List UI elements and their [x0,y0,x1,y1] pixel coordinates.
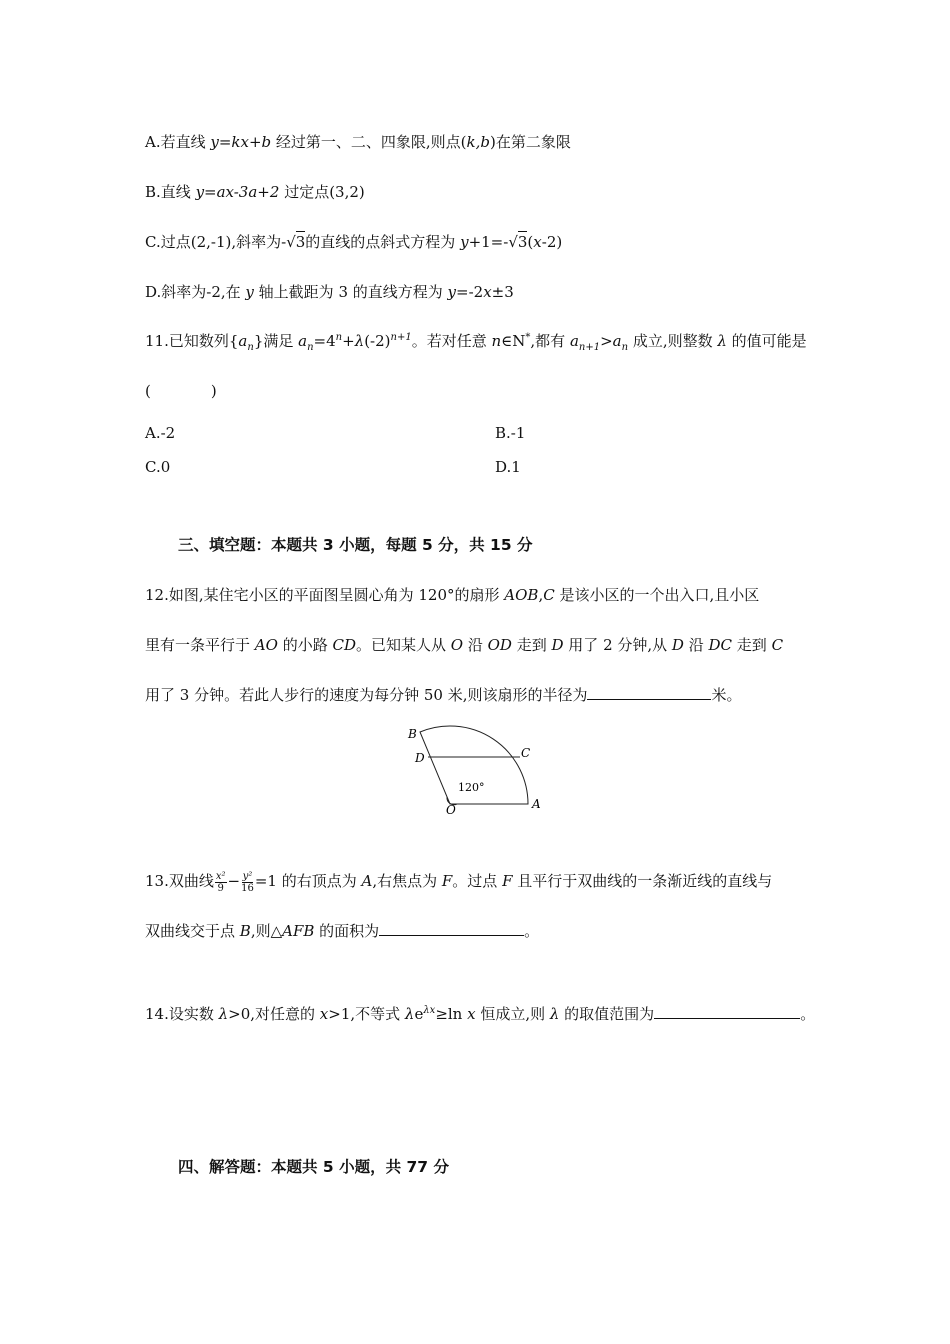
text: ,都有 [530,332,570,350]
text: 。已知某人从 [355,636,451,654]
q14-stem [145,1004,815,1024]
math: O [450,636,464,654]
sector-figure [395,722,555,817]
radicand: 3 [295,233,306,251]
math: 16 [241,882,254,894]
text: 的小路 [277,636,333,654]
text: =4 [313,332,336,350]
math: λ [404,1005,415,1023]
math: n [247,342,254,353]
text: ( [527,233,534,251]
text: 走到 [511,636,552,654]
text: 的直线的点斜式方程为 [305,233,461,251]
math: AO [254,636,278,654]
q11-choice-b: B.-1 [495,424,526,442]
math: y [245,283,254,301]
math: y=ax-3a+2 [195,183,280,201]
text: e [414,1005,424,1023]
text: 。过点 [452,872,503,890]
math: OD [487,636,512,654]
text: 成立,则整数 [628,332,718,350]
math: F [502,872,513,890]
text: 12.如图,某住宅小区的平面图呈圆心角为 120°的扇形 [145,586,505,604]
label-b: B [408,727,417,741]
q11-stem [145,331,807,351]
q10-option-d [145,282,514,302]
text: 的值可能是 [726,332,807,350]
text: 沿 [683,636,709,654]
q11-answer-paren: ( ) [145,382,217,400]
q13-line-2 [145,921,539,941]
math: n [307,342,314,353]
math: A [361,872,373,890]
math: a [612,332,622,350]
text: 14.设实数 [145,1005,219,1023]
math: 9 [217,882,224,894]
text: 走到 [732,636,772,654]
section-3-heading: 三、填空题：本题共 3 小题，每题 5 分，共 15 分 [178,536,533,554]
q10-option-c: C.过点(2,-1),斜率为-√3的直线的点斜式方程为 y+1=-√3(x-2) [145,233,563,251]
math: y=kx+b [210,133,272,151]
math: y² [242,870,253,882]
label-d: D [415,751,425,765]
text: 。 [800,1005,816,1023]
math: x [533,233,542,251]
text: >1,不等式 [328,1005,405,1023]
q11-choice-a: A.-2 [145,424,176,442]
text: 且平行于双曲线的一条渐近线的直线与 [512,872,773,890]
math: D [671,636,684,654]
q11-choice-c: C.0 [145,458,171,476]
text: , [538,586,544,604]
text: 是该小区的一个出入口,且小区 [554,586,760,604]
text: +1=- [468,233,509,251]
math: x [467,1005,476,1023]
math: x [483,283,492,301]
text: =-2 [456,283,484,301]
text: ,右焦点为 [372,872,442,890]
math: y [447,283,457,301]
text: B.直线 [145,183,196,201]
math: B [239,922,251,940]
math: DC [708,636,733,654]
math: λ [354,332,365,350]
radicand: 3 [517,233,528,251]
text: 用了 3 分钟。若此人步行的速度为每分钟 50 米,则该扇形的半径为 [145,686,588,704]
math: λ [218,1005,229,1023]
text: ,则△ [250,922,283,940]
q11-choice-d: D.1 [495,458,521,476]
fraction [215,871,227,894]
text: 。 [524,922,540,940]
text: =1 的右顶点为 [254,872,362,890]
math: n+1 [578,342,601,353]
math: n+1 [390,332,412,343]
math: n [335,332,343,343]
text: ±3 [491,283,514,301]
text: >0,对任意的 [228,1005,320,1023]
math: λ [717,332,727,350]
math: λ [549,1005,560,1023]
text: ∈N [501,332,526,350]
q10-option-b [145,182,365,202]
text: 恒成立,则 [475,1005,550,1023]
text: (-2) [364,332,391,350]
math: y [460,233,469,251]
math: C [543,586,555,604]
text: 13.双曲线 [145,872,214,890]
text: + [342,332,355,350]
answer-blank[interactable] [379,921,524,936]
text: 。若对任意 [411,332,492,350]
text: * [525,332,531,343]
text: )在第二象限 [490,133,571,151]
text: 里有一条平行于 [145,636,255,654]
label-o: O [446,803,456,817]
text: A.若直线 [145,133,211,151]
text: 的面积为 [314,922,380,940]
math: a [569,332,579,350]
math: k,b [466,133,490,151]
math: x [319,1005,329,1023]
text: 过定点(3,2) [279,183,365,201]
math: λx [423,1005,436,1016]
text: 用了 2 分钟,从 [563,636,672,654]
text: 轴上截距为 3 的直线方程为 [253,283,448,301]
q10-option-a [145,132,571,152]
text: ≥ln [435,1005,468,1023]
text: 沿 [463,636,488,654]
math: a [298,332,308,350]
text: }满足 [253,332,299,350]
math: D [551,636,564,654]
answer-blank[interactable] [587,685,711,700]
q12-line-3 [145,685,742,705]
label-angle: 120° [458,781,485,794]
math: x² [215,870,226,882]
section-4-heading: 四、解答题：本题共 5 小题，共 77 分 [178,1158,449,1176]
label-c: C [521,746,531,760]
text: -2) [541,233,563,251]
math: n [621,342,629,353]
math: n [491,332,502,350]
fraction [241,871,254,894]
text: − [227,872,241,890]
text: D.斜率为-2,在 [145,283,246,301]
answer-blank[interactable] [654,1004,800,1019]
math: a [238,332,248,350]
math: AOB [504,586,539,604]
math: C [771,636,784,654]
q13-line-1 [145,869,772,894]
q12-line-2 [145,635,783,655]
text: C.过点(2,-1),斜率为- [145,233,287,251]
q12-line-1 [145,585,759,605]
text: 米。 [711,686,742,704]
math: F [441,872,453,890]
text: 双曲线交于点 [145,922,240,940]
text: > [600,332,613,350]
text: 经过第一、二、四象限,则点( [271,133,467,151]
text: 的取值范围为 [559,1005,655,1023]
math: AFB [282,922,315,940]
math: CD [332,636,356,654]
label-a: A [532,797,541,811]
text: 11.已知数列{ [145,332,239,350]
